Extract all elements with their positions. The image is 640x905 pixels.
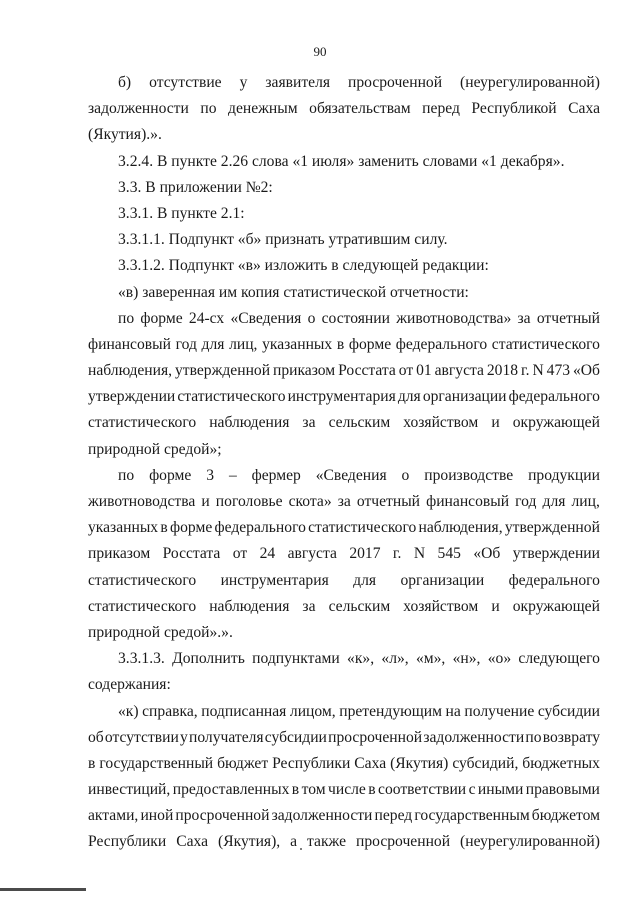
word: Росстата — [338, 362, 396, 380]
text-line: 3.3.1.1. Подпункт «б» признать утратившим силу. — [118, 231, 448, 249]
word: иной — [140, 807, 174, 825]
word: федерального — [508, 388, 600, 406]
word: отчетный — [536, 309, 600, 327]
word: лиц, — [571, 493, 600, 510]
word: лиц, — [229, 335, 258, 353]
word: статистического — [88, 414, 197, 432]
word: г. — [392, 545, 402, 563]
word: о — [401, 466, 410, 484]
text-line — [88, 725, 600, 751]
word: августа — [434, 362, 484, 380]
word: перед — [374, 807, 413, 825]
text-line: 3.3. В приложении №2: — [118, 178, 273, 196]
text-line: природной средой»; — [88, 440, 222, 458]
word: состоянии — [321, 309, 390, 327]
text-line — [118, 306, 600, 332]
word: получателя — [189, 728, 264, 746]
word: животноводства» — [396, 309, 512, 327]
scan-edge-mark — [0, 888, 86, 891]
word: федерального — [508, 571, 600, 589]
word: бюджетом — [531, 807, 600, 825]
word: «Об — [572, 362, 600, 380]
word: задолженности — [271, 807, 373, 825]
word: заявителя — [265, 74, 331, 91]
word: окружающей — [512, 414, 600, 432]
word: и — [201, 493, 210, 510]
word: N — [413, 545, 426, 563]
text-line — [88, 515, 600, 541]
text-line — [88, 777, 600, 803]
word: продукции — [528, 466, 600, 484]
word: приказом — [88, 545, 151, 563]
document-body — [88, 70, 600, 856]
word: инструментария — [287, 388, 396, 406]
word: «л», — [381, 650, 409, 668]
word: подпунктами — [252, 650, 340, 668]
word: задолженности — [423, 728, 525, 746]
word: 2018 — [486, 362, 519, 380]
text-line — [88, 332, 600, 358]
word: фермер — [251, 466, 301, 484]
word: 01 — [416, 362, 432, 380]
word: утверждении — [88, 388, 176, 406]
word: Саха — [354, 754, 387, 772]
word: 3.3.1.3. — [118, 650, 165, 668]
word: «Об — [473, 545, 501, 563]
text-line — [88, 96, 600, 122]
word: форме — [140, 309, 183, 327]
word: соответствии — [378, 781, 467, 799]
word: и — [491, 414, 500, 432]
word: 24 — [259, 545, 276, 563]
word: получение — [464, 702, 535, 720]
word: N — [532, 362, 544, 380]
word: в — [368, 781, 376, 799]
word: «м», — [415, 650, 446, 668]
word: отсутствии — [104, 728, 179, 746]
word: правовыми — [525, 781, 600, 799]
word: – — [228, 466, 237, 484]
word: б) — [118, 74, 132, 91]
word: на — [445, 702, 461, 720]
text-line: 3.2.4. В пункте 2.26 слова «1 июля» заменить словами «1 декабря». — [118, 152, 565, 170]
word: год — [175, 335, 197, 353]
text-line: природной средой».». — [88, 623, 233, 641]
word: лицом, — [289, 702, 336, 720]
word: в — [291, 781, 300, 799]
word: (неурегулированной) — [460, 74, 600, 91]
word: утвержденной — [175, 362, 271, 380]
word: организации — [422, 388, 507, 406]
word: возврату — [542, 728, 600, 746]
word: августа — [287, 545, 337, 563]
word: наблюдения, — [418, 519, 503, 537]
word: бюджетных — [522, 754, 600, 772]
word: задолженности — [88, 100, 189, 118]
word: следующего — [518, 650, 600, 668]
word: (неурегулированной) — [460, 833, 600, 851]
word: по — [118, 309, 135, 327]
text-line — [88, 541, 600, 567]
word: животноводства — [88, 493, 196, 510]
word: «Сведения — [230, 309, 302, 327]
text-line: содержания: — [88, 676, 171, 694]
word: в — [88, 754, 96, 772]
word: инвестиций, — [88, 781, 171, 799]
word: г. — [520, 362, 530, 380]
word: денежным — [228, 100, 298, 118]
word: Республикой — [471, 100, 557, 118]
word: просроченной — [356, 833, 451, 851]
word: у — [239, 74, 248, 91]
word: с — [468, 781, 476, 799]
word: год — [515, 493, 537, 510]
word: производстве — [424, 466, 514, 484]
text-line — [118, 70, 600, 96]
word: а — [290, 833, 298, 851]
word: от — [232, 545, 248, 563]
word: и — [491, 597, 500, 615]
word: «к», — [347, 650, 375, 668]
word: Дополнить — [172, 650, 245, 668]
text-line — [88, 489, 600, 515]
word: за — [337, 493, 351, 510]
word: для — [353, 571, 377, 589]
word: статистического — [308, 519, 417, 537]
text-line — [88, 568, 600, 594]
word: форме — [169, 519, 213, 537]
text-line: (Якутия).». — [88, 126, 162, 144]
word: утвержденной — [504, 519, 600, 537]
word: актами, — [88, 807, 139, 825]
word: субсидий, — [452, 754, 519, 772]
text-line: 3.3.1. В пункте 2.1: — [118, 204, 245, 222]
word: за — [302, 597, 316, 615]
text-line — [88, 384, 600, 410]
scan-speck — [300, 848, 302, 850]
word: (Якутия), — [218, 833, 281, 851]
word: Саха — [176, 833, 209, 851]
word: субсидии — [537, 702, 600, 720]
word: том — [301, 781, 326, 799]
word: просроченной — [328, 728, 423, 746]
word: в — [160, 519, 168, 537]
word: просроченной — [348, 74, 443, 91]
text-line: «в) заверенная им копия статистической отчетности: — [118, 283, 469, 301]
word: утверждении — [512, 545, 600, 563]
word: перед — [422, 100, 460, 118]
word: поголовье — [215, 493, 283, 510]
word: за — [302, 414, 316, 432]
word: организации — [400, 571, 485, 589]
word: бюджет — [217, 754, 269, 772]
word: также — [307, 833, 347, 851]
word: государственным — [414, 807, 530, 825]
word: статистического — [177, 388, 286, 406]
word: указанных — [262, 335, 333, 353]
word: хозяйством — [403, 414, 479, 432]
word: 24-сх — [188, 309, 225, 327]
text-line — [88, 410, 600, 436]
word: просроченной — [175, 807, 270, 825]
word: Республики — [88, 833, 167, 851]
word: Саха — [568, 100, 600, 118]
word: 473 — [546, 362, 571, 380]
word: «к) — [118, 702, 139, 720]
text-line — [88, 594, 600, 620]
word: субсидии — [264, 728, 327, 746]
word: государственный — [99, 754, 214, 772]
text-line — [88, 751, 600, 777]
word: для — [397, 388, 421, 406]
text-line — [88, 829, 600, 855]
word: «Сведения — [315, 466, 387, 484]
text-line — [118, 463, 600, 489]
word: от — [398, 362, 414, 380]
word: (Якутия) — [390, 754, 449, 772]
text-line: 3.3.1.2. Подпункт «в» изложить в следующей редакции: — [118, 257, 489, 275]
word: сельским — [328, 597, 391, 615]
word: для — [201, 335, 225, 353]
word: хозяйством — [403, 597, 479, 615]
word: по — [200, 100, 217, 118]
word: финансовый — [426, 493, 510, 510]
word: обязательствам — [309, 100, 411, 118]
word: «н», — [452, 650, 481, 668]
word: у — [180, 728, 188, 746]
word: финансовый — [88, 335, 171, 353]
word: форме — [149, 466, 192, 484]
word: справка, — [142, 702, 198, 720]
word: для — [542, 493, 566, 510]
text-line — [118, 699, 600, 725]
word: отсутствие — [149, 74, 222, 91]
word: наблюдения — [209, 597, 290, 615]
word: федерального — [395, 335, 488, 353]
word: федерального — [214, 519, 306, 537]
word: предоставленных — [172, 781, 290, 799]
word: скота» — [288, 493, 332, 510]
word: числе — [328, 781, 366, 799]
word: об — [88, 728, 104, 746]
word: наблюдения — [209, 414, 290, 432]
word: по — [525, 728, 542, 746]
text-line — [118, 646, 600, 672]
word: претендующим — [339, 702, 442, 720]
word: форме — [348, 335, 392, 353]
word: отчетный — [356, 493, 421, 510]
word: статистического — [88, 597, 197, 615]
word: в — [336, 335, 345, 353]
word: окружающей — [512, 597, 600, 615]
word: сельским — [328, 414, 391, 432]
word: иными — [477, 781, 524, 799]
word: 3 — [206, 466, 215, 484]
word: подписанная — [201, 702, 287, 720]
word: 2017 — [349, 545, 381, 563]
text-line — [88, 358, 600, 384]
word: статистического — [491, 335, 600, 353]
word: Республики — [272, 754, 351, 772]
word: за — [517, 309, 531, 327]
word: инструментария — [220, 571, 329, 589]
word: «о» — [487, 650, 512, 668]
word: наблюдения, — [88, 362, 173, 380]
text-line — [88, 803, 600, 829]
word: приказом — [272, 362, 336, 380]
word: статистического — [88, 571, 197, 589]
word: по — [118, 466, 135, 484]
word: Росстата — [162, 545, 221, 563]
word: указанных — [88, 519, 159, 537]
word: о — [307, 309, 316, 327]
page-number: 90 — [313, 44, 327, 59]
word: 545 — [437, 545, 461, 563]
